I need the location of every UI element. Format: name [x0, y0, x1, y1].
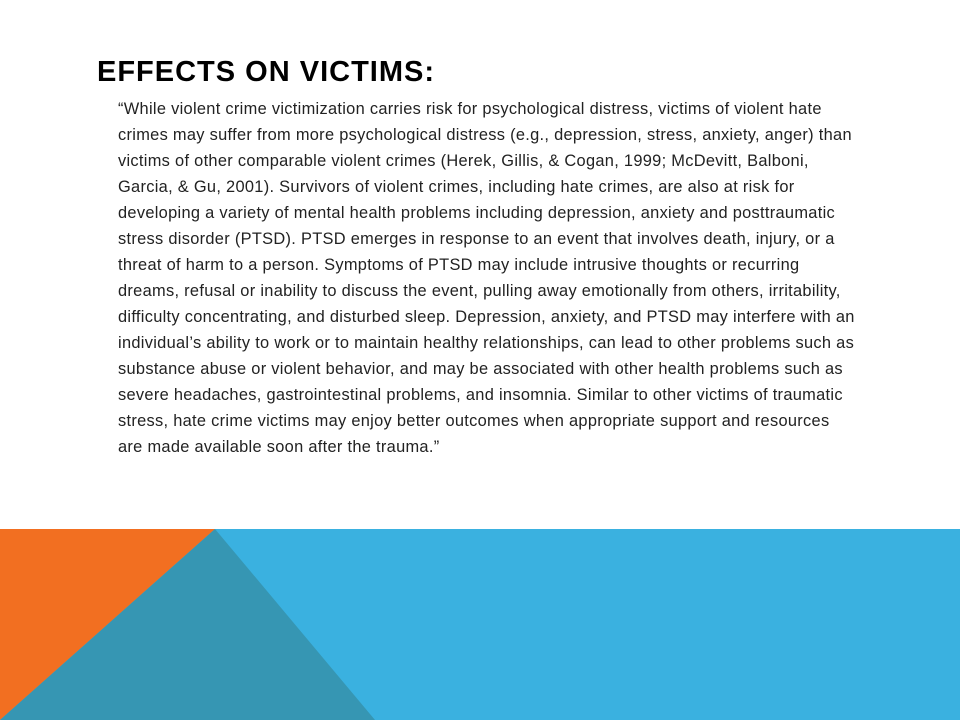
slide-body-quote: “While violent crime victimization carries risk for psychological distress, victims of violent hate crimes may suffer from more psychological distress (e.g., depression, stress, anxiety, anger) than victims of other comparable violent crimes (Herek, Gillis, & Cogan, 1999; McDevitt, Balboni, Garcia, & Gu, 2001). Survivors of violent crimes, including hate crimes, are also at risk for developing a variety of mental health problems including depression, anxiety and posttraumatic stress disorder (PTSD). PTSD emerges in response to an event that involves death, injury, or a threat of harm to a person. Symptoms of PTSD may include intrusive thoughts or recurring dreams, refusal or inability to discuss the event, pulling away emotionally from others, irritability, difficulty concentrating, and disturbed sleep. Depression, anxiety, and PTSD may interfere with an individual’s ability to work or to maintain healthy relationships, can lead to other problems such as substance abuse or violent behavior, and may be associated with other health problems such as severe headaches, gastrointestinal problems, and insomnia. Similar to other victims of traumatic stress, hate crime victims may enjoy better outcomes when appropriate support and resources are made available soon after the trauma.” — [118, 100, 855, 456]
decorative-footer-band — [0, 529, 960, 720]
slide-title: EFFECTS ON VICTIMS: — [97, 56, 435, 88]
